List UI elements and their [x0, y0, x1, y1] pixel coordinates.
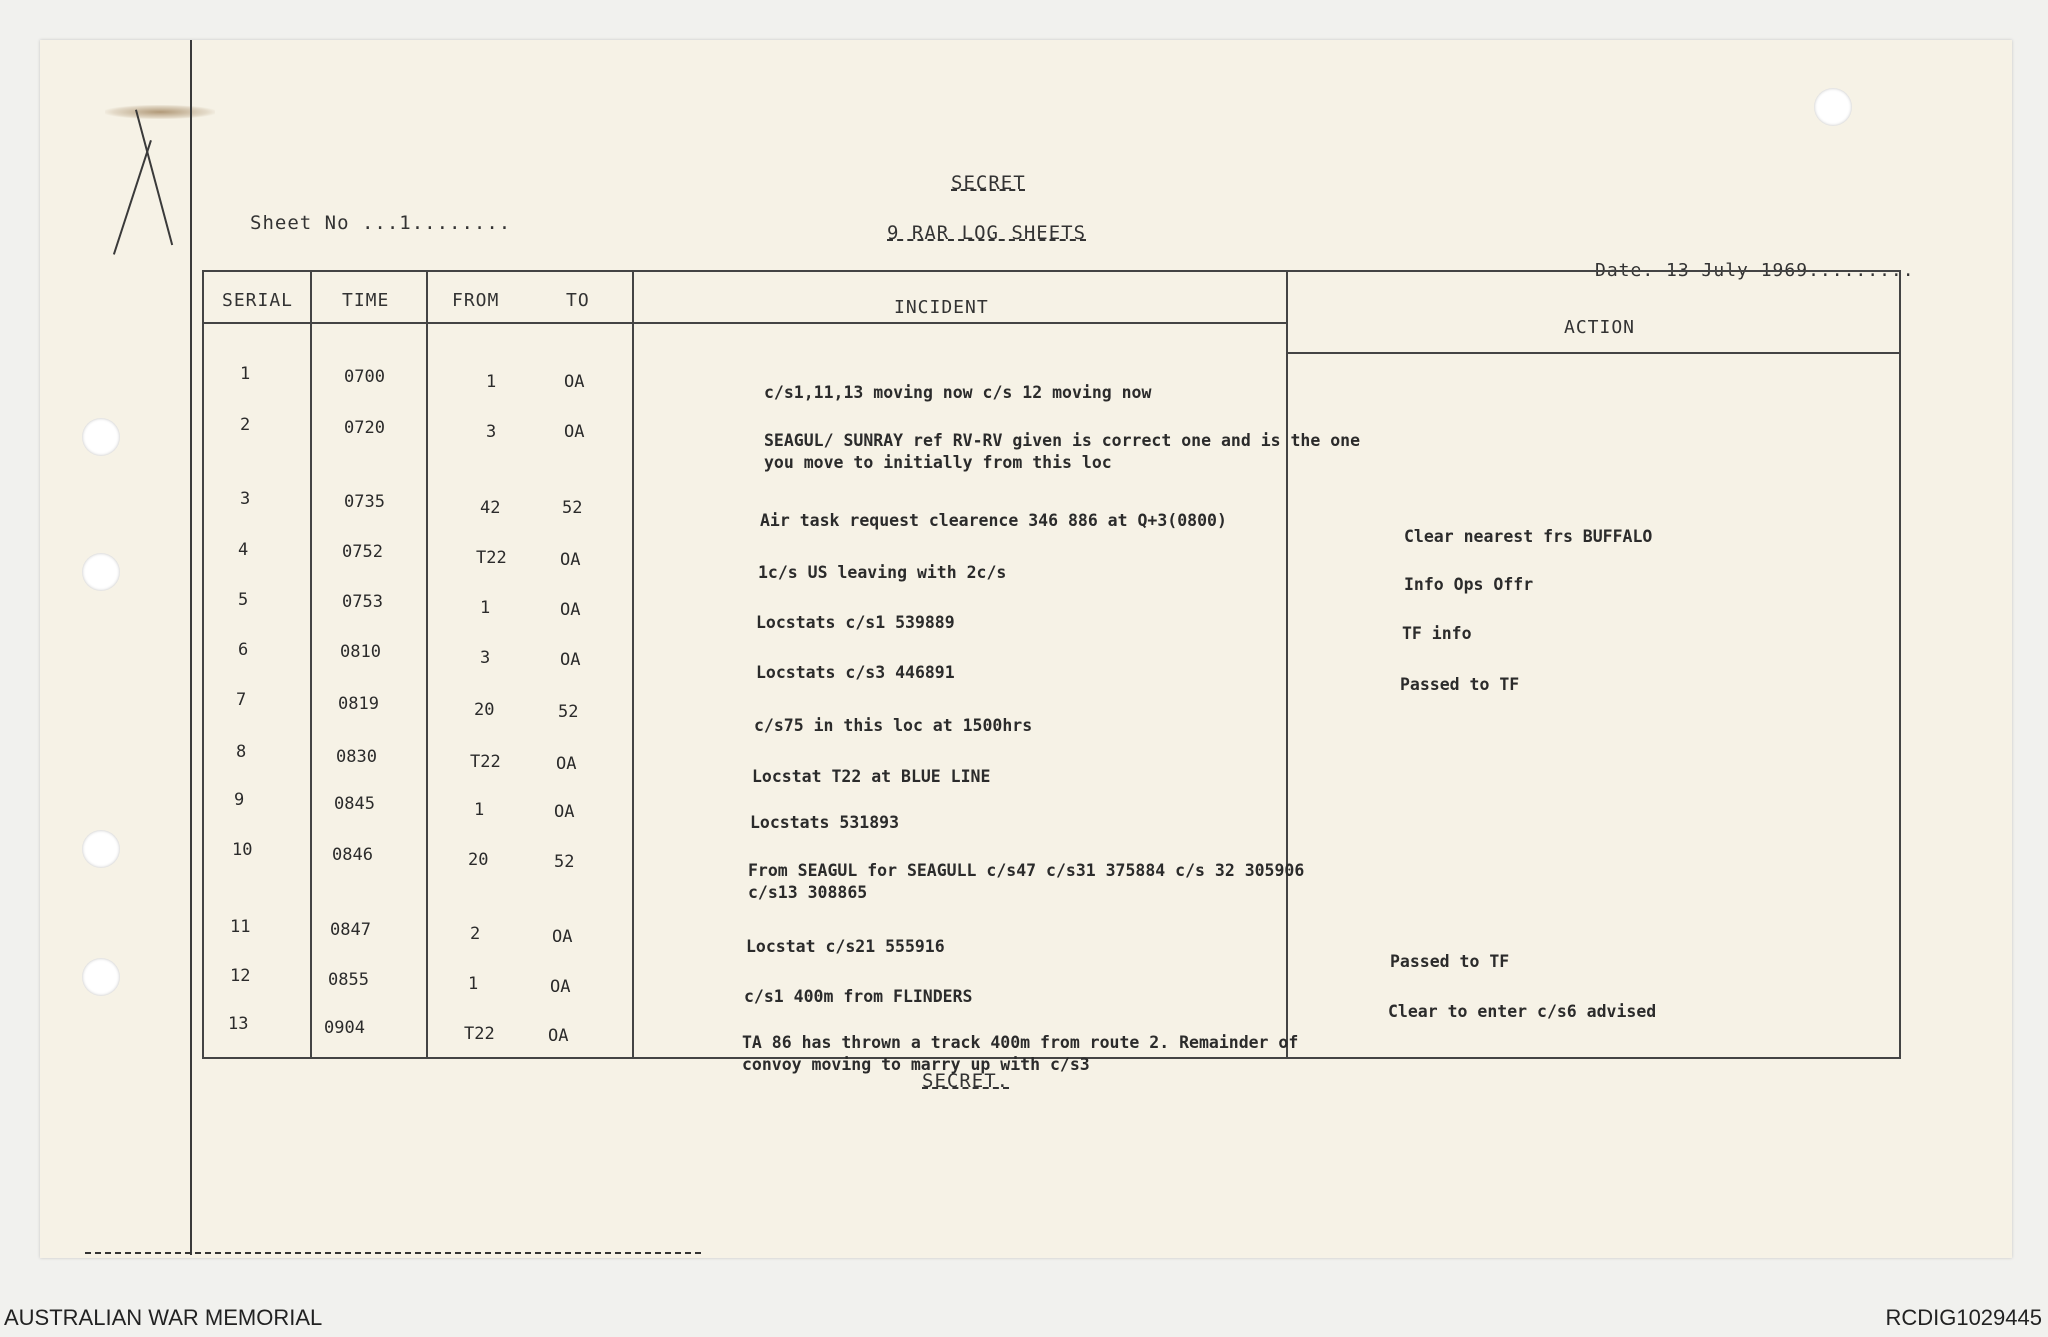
from-cell: T22 — [470, 752, 501, 772]
torn-edge-marks — [85, 1252, 705, 1254]
serial-cell: 13 — [228, 1014, 249, 1034]
serial-cell: 10 — [232, 840, 253, 860]
to-cell: 52 — [554, 852, 575, 872]
from-cell: 3 — [480, 648, 491, 668]
incident-cell: 1c/s US leaving with 2c/s — [758, 563, 1007, 582]
incident-cell: c/s1,11,13 moving now c/s 12 moving now — [764, 383, 1152, 402]
punch-hole — [82, 553, 120, 591]
archive-caption-left: AUSTRALIAN WAR MEMORIAL — [4, 1305, 323, 1330]
serial-cell: 7 — [236, 690, 247, 710]
action-cell: Info Ops Offr — [1404, 575, 1534, 594]
serial-cell: 2 — [240, 415, 251, 435]
incident-cell: c/s75 in this loc at 1500hrs — [754, 716, 1033, 735]
to-cell: 52 — [562, 498, 583, 518]
crease-mark — [113, 140, 152, 255]
time-cell: 0720 — [344, 418, 385, 438]
punch-hole — [82, 830, 120, 868]
header-incident: INCIDENT — [894, 297, 989, 318]
from-cell: 1 — [486, 372, 497, 392]
action-cell: Passed to TF — [1400, 675, 1520, 694]
to-cell: OA — [550, 977, 571, 997]
from-cell: 1 — [474, 800, 485, 820]
classification-top: SECRET — [951, 172, 1026, 194]
incident-cell: Locstat T22 at BLUE LINE — [752, 767, 991, 786]
from-cell: 2 — [470, 924, 481, 944]
to-cell: 52 — [558, 702, 579, 722]
incident-cell: Locstat c/s21 555916 — [746, 937, 945, 956]
serial-cell: 9 — [234, 790, 245, 810]
to-cell: OA — [564, 372, 585, 392]
from-cell: T22 — [476, 548, 507, 568]
log-table — [202, 270, 1901, 1074]
serial-cell: 1 — [240, 364, 251, 384]
to-cell: OA — [560, 650, 581, 670]
header-serial: SERIAL — [222, 290, 294, 311]
sheet-number: Sheet No ...1........ — [250, 212, 512, 234]
action-cell: TF info — [1402, 624, 1472, 643]
time-cell: 0735 — [344, 492, 385, 512]
time-cell: 0700 — [344, 367, 385, 387]
from-cell: 42 — [480, 498, 501, 518]
column-divider — [310, 272, 312, 1057]
action-cell: Passed to TF — [1390, 952, 1510, 971]
time-cell: 0846 — [332, 845, 373, 865]
document-page — [40, 40, 2012, 1258]
time-cell: 0752 — [342, 542, 383, 562]
header-action: ACTION — [1564, 317, 1636, 338]
time-cell: 0830 — [336, 747, 377, 767]
incident-cell: From SEAGUL for SEAGULL c/s47 c/s31 375884 c/s 32 305906 c/s13 308865 — [748, 861, 1305, 902]
header-to: TO — [566, 290, 590, 311]
action-cell: Clear nearest frs BUFFALO — [1404, 527, 1653, 546]
punch-hole — [82, 418, 120, 456]
to-cell: OA — [556, 754, 577, 774]
to-cell: OA — [560, 550, 581, 570]
punch-hole — [1814, 88, 1852, 126]
serial-cell: 3 — [240, 489, 251, 509]
to-cell: OA — [552, 927, 573, 947]
log-date: Date. 13 July 1969......... — [1595, 260, 1915, 281]
from-cell: 20 — [468, 850, 489, 870]
from-cell: 20 — [474, 700, 495, 720]
fold-line — [190, 40, 192, 1255]
from-cell: T22 — [464, 1024, 495, 1044]
time-cell: 0810 — [340, 642, 381, 662]
serial-cell: 11 — [230, 917, 251, 937]
header-divider — [1286, 352, 1899, 354]
serial-cell: 5 — [238, 590, 249, 610]
incident-cell: Locstats c/s3 446891 — [756, 663, 955, 682]
punch-hole — [82, 958, 120, 996]
time-cell: 0845 — [334, 794, 375, 814]
incident-cell: SEAGUL/ SUNRAY ref RV-RV given is correct one and is the one you move to initially from this loc — [764, 431, 1361, 472]
time-cell: 0847 — [330, 920, 371, 940]
to-cell: OA — [560, 600, 581, 620]
paper-stain — [105, 105, 215, 119]
from-cell: 1 — [480, 598, 491, 618]
serial-cell: 12 — [230, 966, 251, 986]
incident-cell: TA 86 has thrown a track 400m from route 2. Remainder of convoy moving to marry up with c/s3 — [742, 1033, 1299, 1074]
incident-cell: Air task request clearence 346 886 at Q+3(0800) — [760, 511, 1227, 530]
serial-cell: 8 — [236, 742, 247, 762]
header-from: FROM — [452, 290, 500, 311]
action-cell: Clear to enter c/s6 advised — [1388, 1002, 1657, 1021]
incident-cell: Locstats c/s1 539889 — [756, 613, 955, 632]
to-cell: OA — [548, 1026, 569, 1046]
to-cell: OA — [564, 422, 585, 442]
serial-cell: 4 — [238, 540, 249, 560]
column-divider — [632, 272, 634, 1057]
document-title: 9 RAR LOG SHEETS — [887, 222, 1087, 244]
classification-bottom: SECRET. — [922, 1070, 1010, 1092]
from-cell: 3 — [486, 422, 497, 442]
to-cell: OA — [554, 802, 575, 822]
serial-cell: 6 — [238, 640, 249, 660]
column-divider — [426, 272, 428, 1057]
incident-cell: Locstats 531893 — [750, 813, 900, 832]
crease-mark — [135, 109, 173, 245]
time-cell: 0855 — [328, 970, 369, 990]
time-cell: 0819 — [338, 694, 379, 714]
archive-caption-right: RCDIG1029445 — [1885, 1305, 2042, 1330]
header-divider — [204, 322, 1286, 324]
time-cell: 0904 — [324, 1018, 365, 1038]
incident-cell: c/s1 400m from FLINDERS — [744, 987, 973, 1006]
header-time: TIME — [342, 290, 390, 311]
time-cell: 0753 — [342, 592, 383, 612]
from-cell: 1 — [468, 974, 479, 994]
